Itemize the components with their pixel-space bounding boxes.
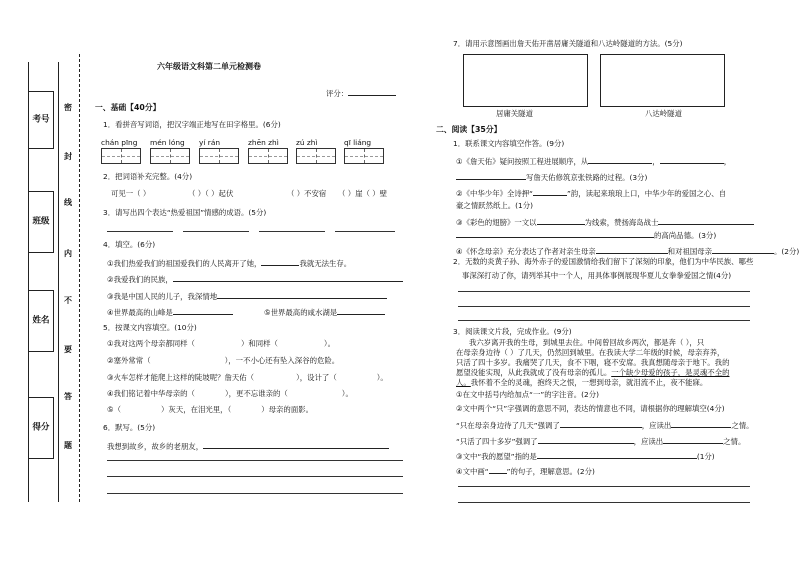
passage-4-underlined: 一个缺少母爱的孩子，是灵魂不全的	[611, 368, 730, 377]
q6-blank-4[interactable]	[107, 493, 403, 494]
q5-line-5	[107, 406, 313, 414]
a2-1-a: “只在母亲身边待了几天”强调了	[456, 421, 560, 430]
a2-2-a: “只活了四十多岁”强调了	[456, 437, 538, 446]
q2-item-4: （ ）崖（ ）壁	[338, 189, 388, 198]
r1-2-a: ②《中华少年》全诗押“	[456, 189, 533, 198]
a4-line	[456, 466, 595, 476]
r2-prompt-line-1: 2．无数的炎黄子孙、海外赤子的爱国激情给我们留下了深刻的印象，他们为中华民族、哪些	[453, 257, 754, 266]
q2-item-2: （ ）（ ）起伏	[188, 189, 234, 198]
a2-2-b: ，应读出	[633, 437, 664, 446]
q4-2-blank[interactable]	[173, 274, 403, 282]
binding-line-mid	[58, 62, 59, 502]
q5-3-b: ），设计了（	[296, 373, 337, 382]
pinyin-grid-6[interactable]	[344, 148, 384, 164]
r1-1-d: 写詹天佑修筑京张铁路的过程。(3分)	[526, 173, 648, 182]
passage-line-2	[456, 349, 724, 357]
pinyin-6: qī liáng	[344, 138, 372, 147]
q5-4-a: ④我们铭记着中华母亲的（	[107, 389, 195, 398]
a3-a: ③文中“我的愿望”指的是	[456, 452, 537, 461]
binding-box-exam-no	[28, 91, 54, 149]
r1-4-blank-1[interactable]	[596, 246, 668, 254]
q2-item-1: 可见一（ ）	[111, 189, 151, 198]
r2-prompt-line-2: 事深深打动了你，请列举其中一个人，用具体事例展现华夏儿女拳拳爱国之情(4分)	[462, 271, 732, 280]
r1-3-blank-3[interactable]	[456, 230, 654, 238]
pinyin-1: chán pīng	[101, 138, 138, 147]
r2-blank-1[interactable]	[458, 291, 750, 292]
q6-blank-2[interactable]	[107, 460, 403, 461]
q5-line-1	[107, 340, 335, 348]
pinyin-grid-4[interactable]	[248, 148, 288, 164]
a4-blank-1[interactable]	[458, 486, 750, 487]
q6-prompt: 6．默写。(5分)	[103, 423, 156, 432]
r1-3-c: 的高尚品德。(3分)	[654, 231, 717, 240]
q5-1-a: ①我对这两个母亲都同样（	[107, 339, 195, 348]
seal-char: 答	[64, 392, 72, 401]
pinyin-grid-1[interactable]	[101, 148, 141, 164]
q5-4-b: ），更不忘谁亲的（	[224, 389, 288, 398]
passage-line-3: 只活了四十多岁。我痛哭了几天，食不下咽，寝不安席。我真想随母亲于地下。我的	[456, 358, 730, 367]
seal-char: 内	[64, 249, 72, 258]
q3-blank-3[interactable]	[259, 231, 325, 232]
a4-mark	[489, 466, 507, 474]
binding-box-score	[28, 397, 54, 459]
r1-3-blank-1[interactable]	[537, 217, 585, 225]
q7-prompt: 7．请用示意图画出詹天佑开凿居庸关隧道和八达岭隧道的方法。(5分)	[453, 39, 683, 48]
passage-5-underlined: 人。	[456, 378, 471, 387]
badaling-caption: 八达岭隧道	[645, 109, 682, 118]
binding-label-exam-no: 考号	[32, 114, 50, 125]
pinyin-grid-3[interactable]	[199, 148, 239, 164]
seal-char: 线	[64, 198, 72, 207]
r1-4-a: ④《怀念母亲》充分表达了作者对亲生母亲	[456, 247, 596, 256]
r1-3-b: 为线索，赞扬海岛战士	[584, 218, 659, 227]
q5-1-c: ）。	[323, 339, 335, 348]
q4-prompt: 4．填空。(6分)	[103, 240, 156, 249]
pinyin-3: yí rán	[199, 138, 221, 147]
a1-prompt: ①在文中括号内给加点“一”的字注音。(2分)	[456, 390, 600, 399]
q4-1-text-b: 我就无法生存。	[299, 259, 352, 268]
q4-4-text: ④世界最高的山峰是	[107, 308, 173, 317]
r1-3-a: ③《彩色的翅膀》一文以	[456, 218, 537, 227]
q4-5-blank[interactable]	[337, 307, 385, 315]
pinyin-4: zhēn zhì	[248, 138, 279, 147]
seal-char: 封	[64, 152, 72, 161]
pinyin-2: mén lóng	[150, 138, 185, 147]
a2-1-blank-2[interactable]	[671, 420, 731, 428]
a2-1-blank-1[interactable]	[560, 420, 642, 428]
r1-1-c: ，	[723, 157, 732, 166]
passage-1-text: 我六岁离开我的生母，到城里去住。中间曾回故乡两次，都是奔	[469, 338, 676, 347]
a4-blank-2[interactable]	[458, 502, 750, 503]
a2-2-c: 之情。	[723, 437, 746, 446]
drawing-box-juyongguan[interactable]	[463, 54, 588, 107]
r1-line-1	[456, 156, 731, 166]
q4-5-text: ⑤世界最高的咸水湖是	[264, 308, 338, 317]
binding-box-class	[28, 191, 54, 253]
r1-4-c: 。(2分)	[774, 247, 799, 256]
passage-4-text: 愿望没能实现，从此我就成了没有母亲的孤儿。	[456, 368, 612, 377]
score-blank[interactable]	[348, 88, 396, 96]
section-basics-heading: 一、基础【40分】	[95, 103, 161, 112]
q4-line-1	[107, 258, 351, 268]
a3-b: (1分)	[696, 452, 715, 461]
r1-4-b: 和对祖国母亲	[667, 247, 713, 256]
binding-label-class: 班级	[32, 216, 50, 227]
r1-1-b: ，	[652, 157, 660, 166]
page-title: 六年级语文科第二单元检测卷	[157, 62, 261, 71]
q4-line-5	[264, 307, 385, 317]
r3-prompt: 3．阅读课文片段，完成作业。(9分)	[453, 327, 572, 336]
passage-1-text-b: （ ），只	[675, 338, 705, 347]
q5-1-b: ）和同样（	[240, 339, 278, 348]
seal-char: 要	[64, 345, 72, 354]
q3-blank-2[interactable]	[183, 231, 249, 232]
q5-3-c: ）。	[376, 373, 388, 382]
section-reading-heading: 二、阅读【35分】	[436, 125, 502, 134]
passage-line-4	[456, 369, 729, 377]
q6-1-blank[interactable]	[203, 441, 389, 449]
a2-line-2	[456, 436, 745, 446]
q5-5-a: ⑤（	[107, 405, 122, 414]
a3-blank[interactable]	[537, 451, 697, 459]
r1-2-blank[interactable]	[533, 188, 567, 196]
a2-line-1	[456, 420, 754, 430]
q4-3-blank[interactable]	[217, 291, 387, 299]
q5-line-3	[107, 374, 388, 382]
r1-line-1b	[456, 172, 647, 182]
q6-blank-3[interactable]	[107, 476, 403, 477]
q4-line-3	[107, 291, 387, 301]
q4-3-text: ③我是中国人民的儿子，我深情地	[107, 292, 218, 301]
r1-1-blank-1[interactable]	[588, 156, 652, 164]
binding-label-score: 得分	[32, 422, 50, 433]
r1-2-b: ”韵，读起来琅琅上口，中华少年的爱国之心、自	[566, 189, 727, 198]
q4-1-text: ①我们热爱我们的祖国爱我们的人民离开了她，	[107, 259, 262, 268]
a4-b: ”的句子，理解意思。(2分)	[506, 467, 595, 476]
pinyin-grid-5[interactable]	[296, 148, 336, 164]
passage-line-1	[469, 339, 704, 347]
q5-5-c: ）母亲的面影。	[261, 405, 313, 414]
score-label	[326, 88, 396, 98]
q4-1-blank[interactable]	[261, 258, 299, 266]
r2-blank-2[interactable]	[458, 306, 750, 307]
r1-line-2b: 豪之情跃然纸上。(1分)	[456, 201, 533, 210]
pinyin-grid-2[interactable]	[150, 148, 190, 164]
a2-1-c: 之情。	[731, 421, 754, 430]
q4-4-blank[interactable]	[173, 307, 233, 315]
q3-blank-4[interactable]	[335, 231, 395, 232]
passage-5-text: 我怀着不全的灵魂，抱终天之恨，一想到母亲，就泪流不止，夜不能寐。	[470, 378, 708, 387]
q5-4-c: ）。	[341, 389, 353, 398]
q3-blank-1[interactable]	[107, 231, 173, 232]
q5-2-a: ②塞外常常（	[107, 356, 151, 365]
a2-prompt: ②文中两个“只”字强调的意思不同，表达的情意也不同，请根据你的理解填空(4分)	[456, 404, 725, 413]
r1-line-3b	[456, 230, 716, 240]
q4-line-2	[107, 274, 403, 284]
binding-box-name	[28, 290, 54, 352]
pinyin-5: zú zhì	[296, 138, 318, 147]
a2-2-blank-1[interactable]	[538, 436, 634, 444]
binding-label-name: 姓名	[32, 315, 50, 326]
q2-prompt: 2．把词语补充完整。(4分)	[103, 172, 193, 181]
seal-char: 不	[64, 296, 72, 305]
a3-line	[456, 451, 715, 461]
q5-prompt: 5．按课文内容填空。(10分)	[103, 323, 197, 332]
q1-prompt: 1．看拼音写词语，把汉字端正地写在田字格里。(6分)	[103, 120, 281, 129]
q5-5-b: ）灰天，在泪光里，（	[161, 405, 232, 414]
binding-line-dashed	[79, 54, 80, 502]
q4-2-text: ②我爱我们的民族，	[107, 275, 173, 284]
r1-1-blank-3[interactable]	[456, 172, 526, 180]
r1-line-2	[456, 188, 726, 198]
r1-1-blank-2[interactable]	[660, 156, 724, 164]
q3-prompt: 3．请写出四个表达“热爱祖国”情感的成语。(5分)	[103, 208, 267, 217]
seal-char: 题	[64, 441, 72, 450]
score-label-text: 评分：	[326, 89, 349, 98]
q5-2-b: ），一不小心还有坠入深谷的危险。	[224, 356, 340, 365]
q5-line-2	[107, 357, 339, 365]
r1-line-4	[456, 246, 799, 256]
q4-line-4	[107, 307, 233, 317]
r1-1-a: ①《詹天佑》疑问按照工程进展顺序，从	[456, 157, 589, 166]
q2-item-3: （ ）不安宿	[287, 189, 327, 198]
a2-2-blank-2[interactable]	[663, 436, 723, 444]
q5-3-a: ③火车怎样才能爬上这样的陡坡呢？詹天佑（	[107, 373, 255, 382]
a4-a: ④文中画“	[456, 467, 489, 476]
a2-1-b: ，应读出	[641, 421, 672, 430]
passage-2-text: 在母亲身边待	[456, 348, 501, 357]
seal-char: 密	[64, 103, 72, 112]
drawing-box-badaling[interactable]	[600, 54, 725, 107]
r1-4-blank-2[interactable]	[712, 246, 774, 254]
q6-1-text: 我想到故乡，故乡的老朋友，	[107, 442, 204, 451]
passage-line-5	[456, 379, 707, 387]
r1-3-blank-2[interactable]	[658, 217, 754, 225]
q5-line-4	[107, 390, 353, 398]
r1-prompt: 1．联系课文内容填空作答。(9分)	[453, 139, 565, 148]
juyongguan-caption: 居庸关隧道	[496, 109, 533, 118]
q6-line-1	[107, 441, 389, 451]
r2-blank-3[interactable]	[458, 320, 750, 321]
passage-2-text-b: （ ）了几天，仍然回到城里。在我读大学二年级的时候，母亲弃养，	[500, 348, 725, 357]
r1-line-3	[456, 217, 754, 227]
